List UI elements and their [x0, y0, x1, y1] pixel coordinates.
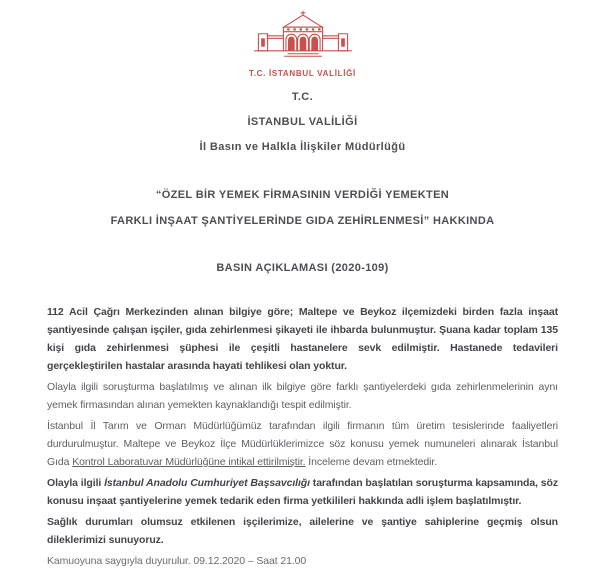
- body-paragraph-4: [47, 474, 558, 510]
- logo-caption: T.C. İSTANBUL VALİLİĞİ: [249, 69, 356, 78]
- body-paragraph-3: [47, 417, 558, 471]
- paragraph-4-lead: Olayla ilgili: [47, 477, 105, 489]
- governorship-logo: [47, 10, 558, 78]
- body-paragraph-1: 112 Acil Çağrı Merkezinden alınan bilgiye göre; Maltepe ve Beykoz ilçemizdeki birden fazla inşaat şantiyesinde çalışan işçiler, gıda zehirlenmesi şikayeti ile ihbarda bulunmuştur. Şuana kadar toplam 135 kişi gıda zehirlenmesi şüphesi ile çeşitli hastanelere sevk edilmiştir. Hastanede tedavileri gerçekleştirilen hastalar arasında hayati tehlikesi olan yoktur.: [47, 306, 558, 372]
- body-paragraph-5: Sağlık durumları olumsuz etkilenen işçilerimize, ailelerine ve şantiye sahiplerine geçmiş olsun dileklerimizi sunuyoruz.: [47, 516, 558, 546]
- press-release-number: BASIN AÇIKLAMASI (2020-109): [216, 262, 389, 274]
- prosecutor-office-name: İstanbul Anadolu Cumhuriyet Başsavcılığı: [104, 477, 310, 489]
- press-release-body: [47, 303, 558, 570]
- governorship-name: İSTANBUL VALİLİĞİ: [247, 116, 358, 128]
- body-paragraph-2: Olayla ilgili soruşturma başlatılmış ve alınan ilk bilgiye göre farklı şantiyelerdeki gıda zehirlenmelerinin aynı yemek firmasından alınan yemekten kaynaklandığı tespit edilmiştir.: [47, 381, 558, 411]
- press-subject-line2: FARKLI İNŞAAT ŞANTİYELERİNDE GIDA ZEHİRLENMESİ” HAKKINDA: [110, 215, 495, 227]
- announcement-date-line: Kamuoyuna saygıyla duyurulur. 09.12.2020 – Saat 21.00: [47, 555, 307, 567]
- paragraph-3-text: İstanbul İl Tarım ve Orman Müdürlüğümüz tarafından ilgili firmanın tüm üretim tesislerinde faaliyetleri durdurulmuştur. Maltepe ve Beykoz İlçe Müdürlüklerimizce söz konusu yemek numuneleri alınarak İstanbul Gıda: [47, 420, 558, 468]
- paragraph-3-tail: İnceleme devam etmektedir.: [305, 456, 438, 468]
- underlined-lab-phrase: Kontrol Laboratuvar Müdürlüğüne intikal ettirilmiştir.: [72, 456, 306, 468]
- press-subject-title: [47, 182, 558, 234]
- press-subject-line1: “ÖZEL BİR YEMEK FİRMASININ VERDİĞİ YEMEKTEN: [155, 189, 450, 201]
- republic-abbreviation: T.C.: [291, 91, 314, 103]
- government-building-icon: [253, 10, 353, 60]
- department-name: İl Basın ve Halkla İlişkiler Müdürlüğü: [199, 141, 406, 153]
- paragraph-4-tail: tarafından başlatılan soruşturma kapsamında, söz konusu inşaat şantiyelerine yemek tedarik eden firma yetkilileri hakkında adli işlem başlatılmıştır.: [47, 477, 558, 507]
